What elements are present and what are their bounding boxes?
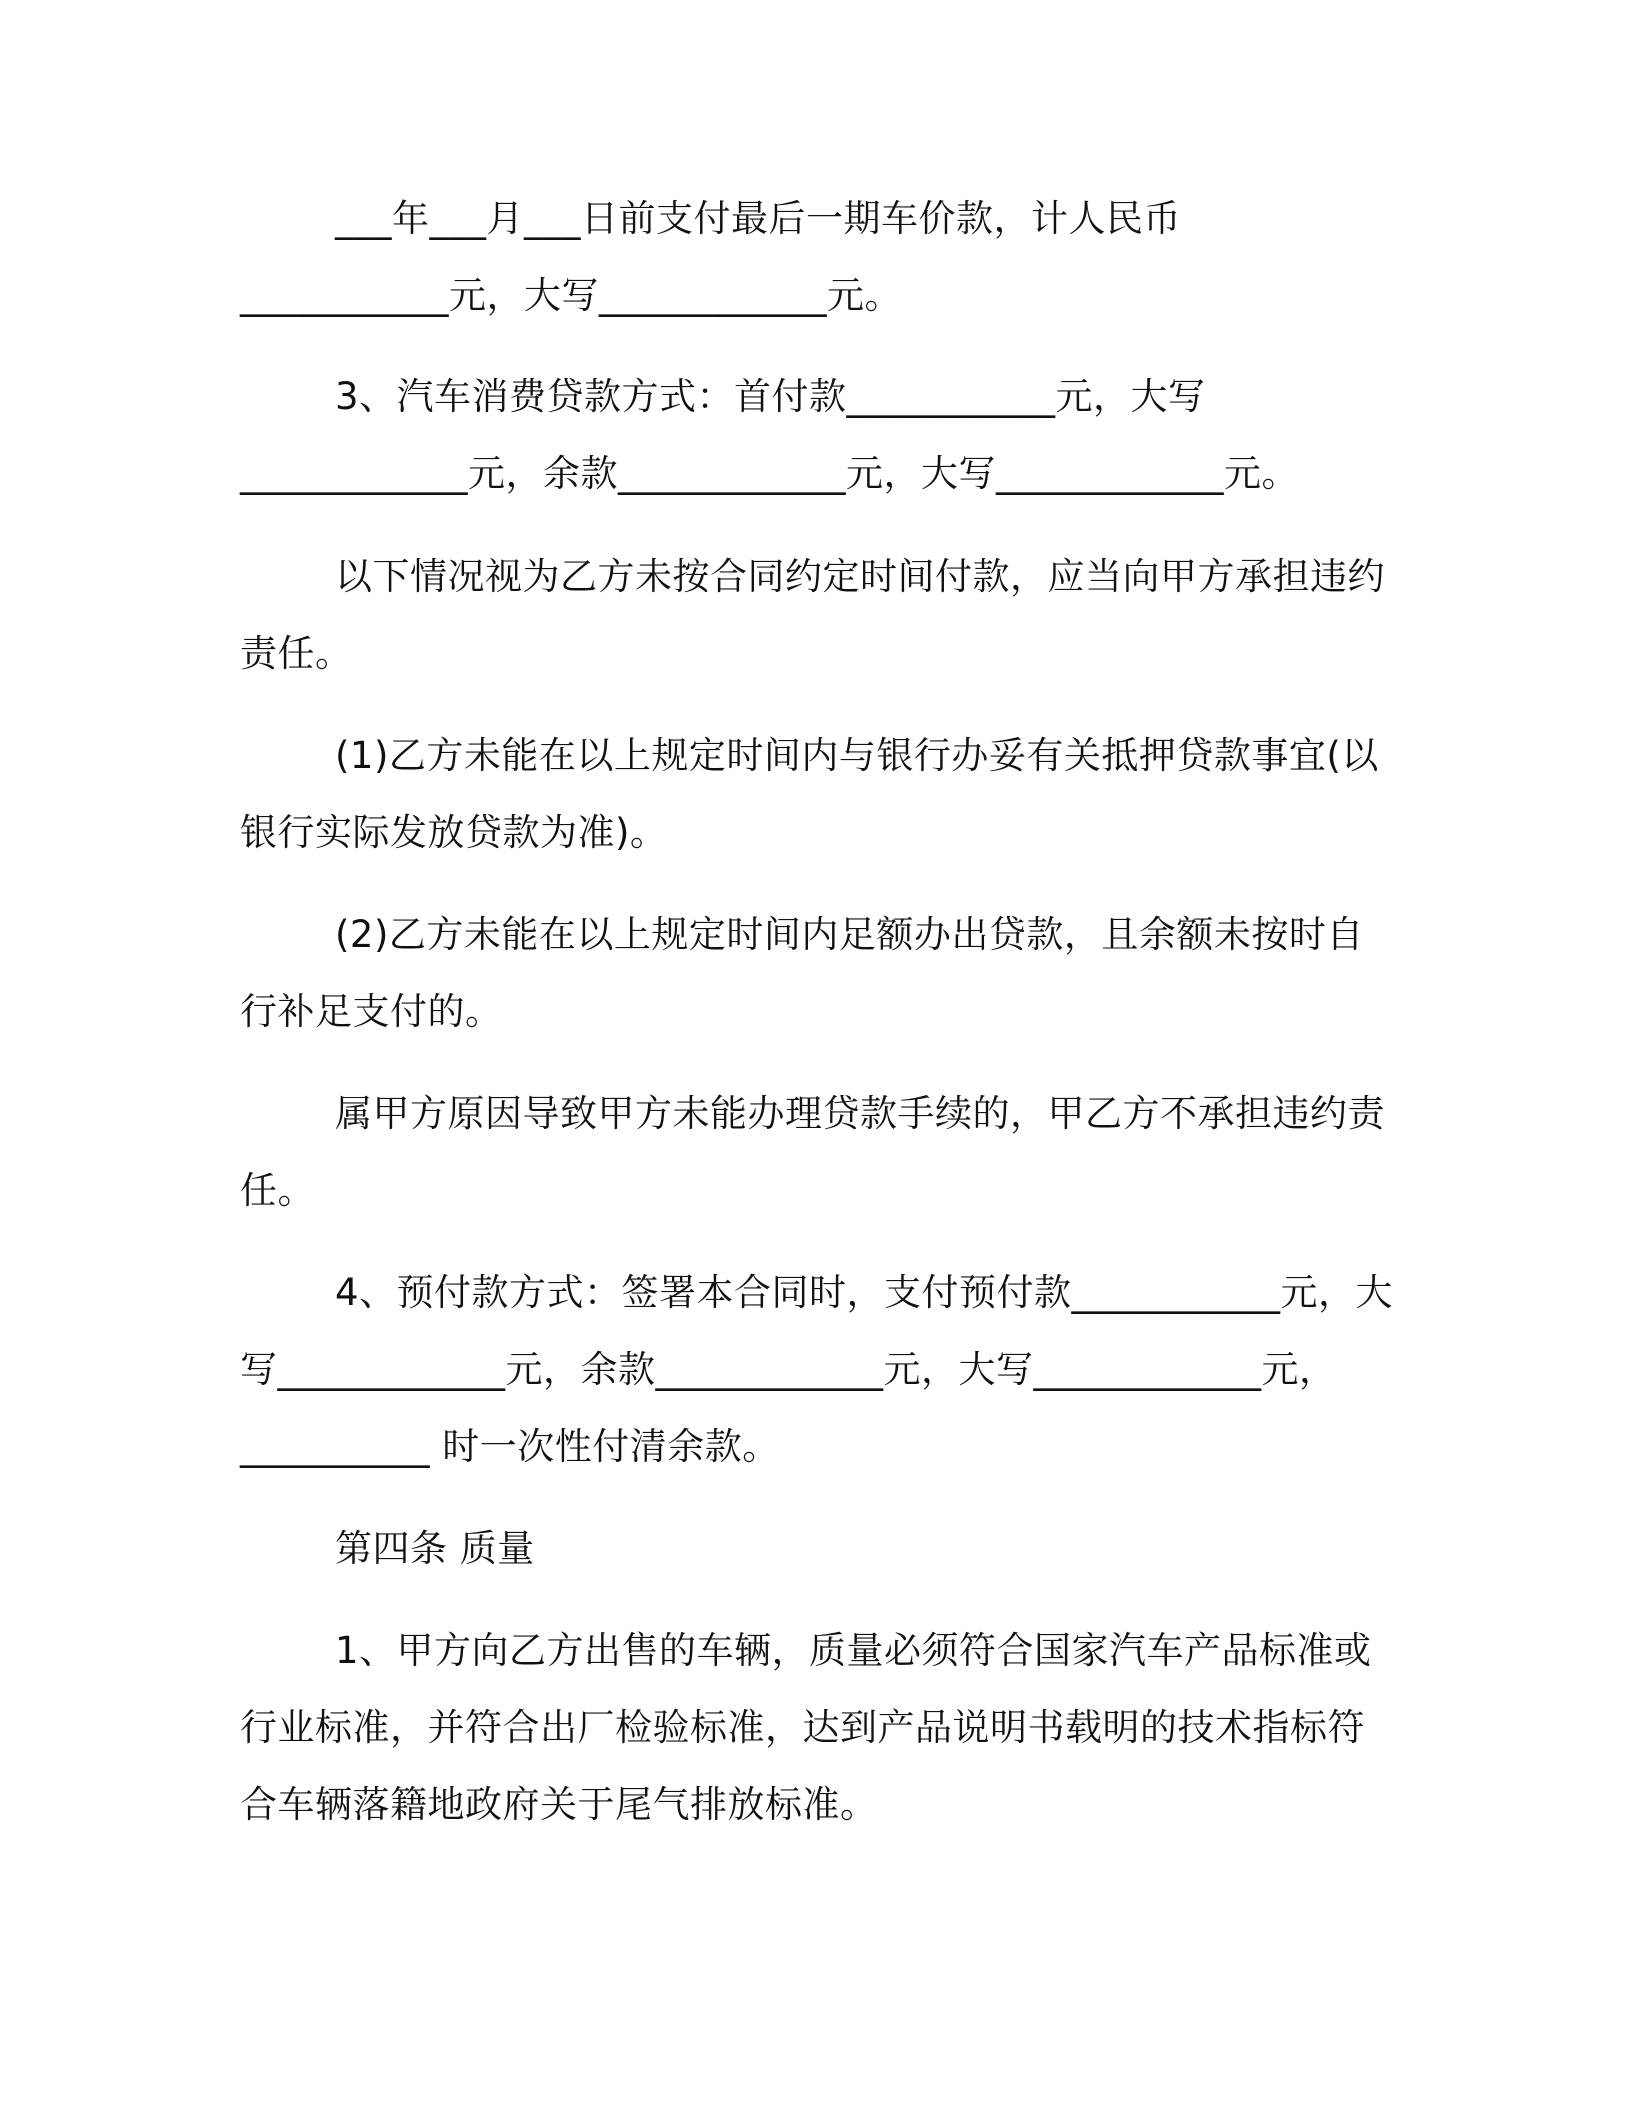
text-line-breach-item-2: (2)乙方未能在以上规定时间内足额办出贷款，且余额未按时自 xyxy=(335,913,1364,956)
text-line-quality-clause-1-cont: 行业标准，并符合出厂检验标准，达到产品说明书载明的技术指标符 xyxy=(240,1706,1365,1749)
text-line-breach-item-1: (1)乙方未能在以上规定时间内与银行办妥有关抵押贷款事宜(以 xyxy=(335,734,1379,777)
text-line-party-a-exemption: 属甲方原因导致甲方未能办理贷款手续的，甲乙方不承担违约责 xyxy=(335,1092,1385,1135)
text-line-loan-balance: ____________元，余款____________元，大写____________元。 xyxy=(240,452,1299,495)
text-line-quality-clause-1: 1、甲方向乙方出售的车辆，质量必须符合国家汽车产品标准或 xyxy=(335,1629,1372,1672)
text-line-final-installment-amount: ___________元，大写____________元。 xyxy=(240,274,902,317)
text-line-breach-intro-cont: 责任。 xyxy=(240,632,353,675)
text-line-prepayment-balance: 写____________元，余款____________元，大写____________元， xyxy=(240,1348,1337,1391)
text-line-prepayment-method: 4、预付款方式：签署本合同时，支付预付款___________元，大 xyxy=(335,1271,1394,1314)
text-line-party-a-exemption-cont: 任。 xyxy=(240,1169,315,1212)
text-line-quality-clause-1-end: 合车辆落籍地政府关于尾气排放标准。 xyxy=(240,1783,878,1826)
text-line-loan-down-payment: 3、汽车消费贷款方式：首付款___________元，大写 xyxy=(335,375,1206,418)
section-heading-quality: 第四条 质量 xyxy=(335,1527,535,1570)
text-line-breach-item-2-cont: 行补足支付的。 xyxy=(240,990,503,1033)
text-line-prepayment-settlement: __________ 时一次性付清余款。 xyxy=(240,1425,780,1468)
text-line-breach-item-1-cont: 银行实际发放贷款为准)。 xyxy=(240,811,668,854)
text-line-final-installment-date: ___年___月___日前支付最后一期车价款，计人民币 xyxy=(335,197,1181,240)
text-line-breach-intro: 以下情况视为乙方未按合同约定时间付款，应当向甲方承担违约 xyxy=(335,555,1385,598)
